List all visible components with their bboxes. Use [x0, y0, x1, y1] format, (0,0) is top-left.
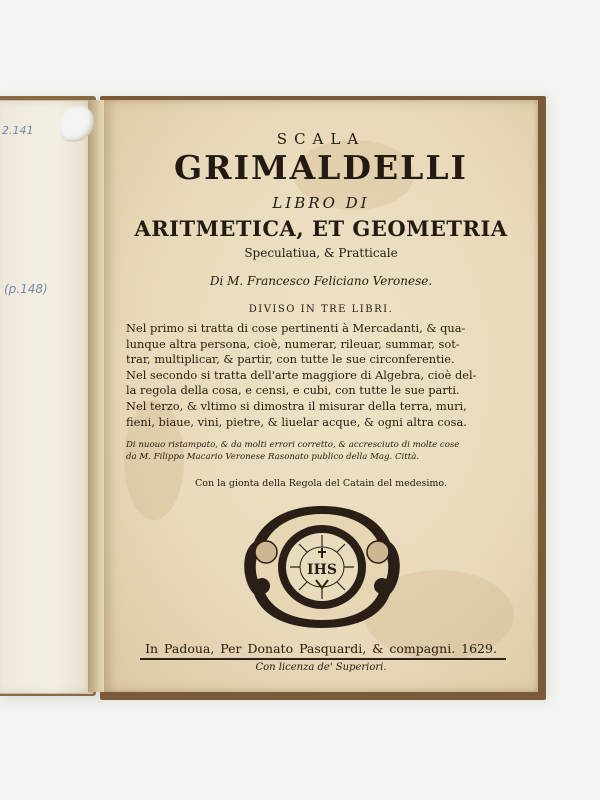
pencil-note-middle: (p.148) [4, 282, 48, 296]
description-block [126, 321, 522, 430]
description-line: fieni, biaue, vini, pietre, & liuelar acque, & ogni altra cosa. [126, 414, 467, 429]
left-flyleaf [0, 100, 93, 694]
description-line: Nel secondo si tratta dell'arte maggiore di Algebra, cioè del- [126, 367, 477, 382]
reprint-note [126, 440, 522, 463]
reprint-line: Di nuouo ristampato, & da molti errori corretto, & accresciuto di molte cose [126, 440, 460, 450]
ihs-monogram: IHS [307, 562, 337, 578]
reprint-line: da M. Filippo Macario Veronese Rasonato publico della Mag. Città. [126, 451, 420, 462]
pencil-note-top: 2.141 [2, 124, 34, 137]
ihs-printers-device [232, 502, 412, 632]
imprint-line: In Padoua, Per Donato Pasquardi, & compagni. 1629. [145, 641, 497, 656]
imprint-rule [140, 658, 506, 660]
subject-kind: Speculatiua, & Pratticale [244, 246, 398, 260]
author-line: Di M. Francesco Feliciano Veronese. [209, 274, 433, 288]
title-grimaldelli: GRIMALDELLI [174, 148, 468, 187]
libro-di: LIBRO DI [272, 194, 370, 212]
title-scala: SCALA [276, 130, 366, 148]
diviso-line: DIVISO IN TRE LIBRI. [248, 304, 394, 315]
description-line: lunque altra persona, cioè, numerar, rileuar, summar, sot- [126, 336, 460, 351]
description-line: Nel terzo, & vltimo si dimostra il misurar della terra, muri, [126, 398, 467, 413]
gionta-line: Con la gionta della Regola del Catain del medesimo. [194, 478, 447, 489]
description-line: Nel primo si tratta di cose pertinenti à Mercadanti, & qua- [126, 321, 466, 335]
subject-heading: ARITMETICA, ET GEOMETRIA [134, 216, 508, 241]
licenza-line: Con licenza de' Superiori. [255, 662, 387, 673]
title-page [104, 100, 538, 692]
description-line: la regola della cosa, e censi, e cubi, con tutte le sue parti. [126, 383, 460, 398]
description-line: trar, multiplicar, & partir, con tutte le sue circonferentie. [126, 352, 455, 367]
